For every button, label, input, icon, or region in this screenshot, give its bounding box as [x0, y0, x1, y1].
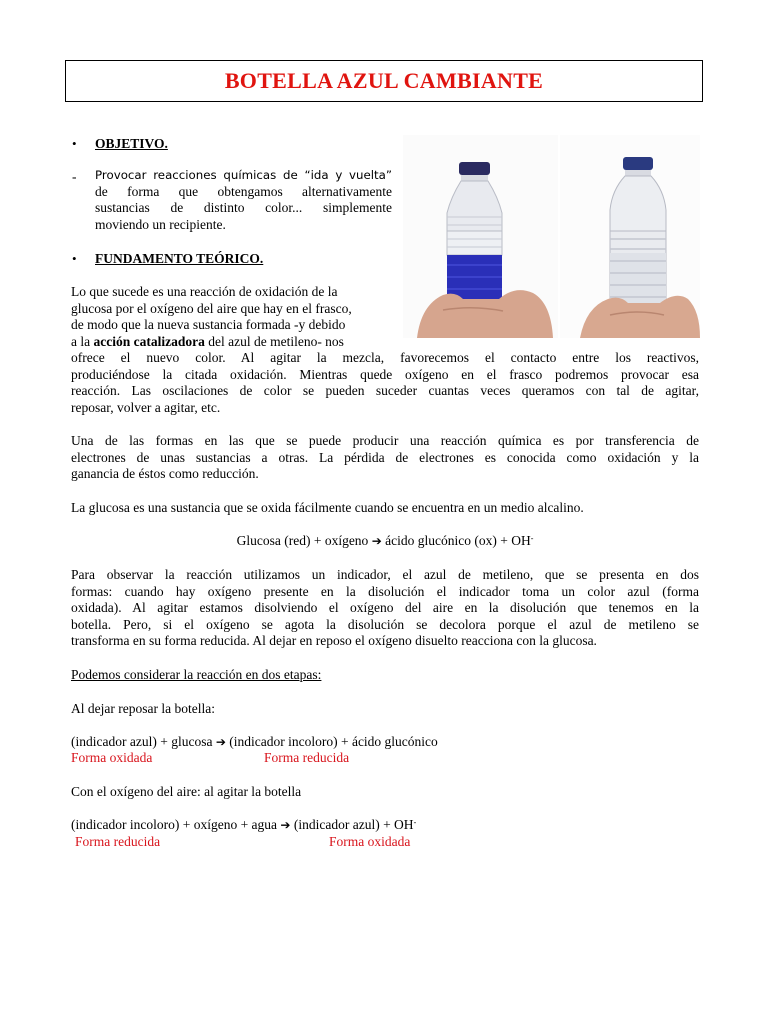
paragraph-3: La glucosa es una sustancia que se oxida fácilmente cuando se encuentra en un medio alcalino.: [71, 500, 584, 515]
photo-bottle-blue: [403, 135, 558, 338]
text-line: moviendo un recipiente.: [95, 216, 226, 232]
section-heading-fundamento: FUNDAMENTO TEÓRICO.: [95, 251, 264, 266]
equation-glucosa: [71, 533, 699, 550]
paragraph-1-wide: [71, 350, 699, 416]
label-forma-oxidada: Forma oxidada: [71, 750, 153, 765]
bullet-marker: •: [72, 251, 77, 266]
text-line: Para observar la reacción utilizamos un indicador, el azul de metileno, que se presenta en dos: [71, 567, 699, 582]
text-line: glucosa por el oxígeno del aire que hay en el frasco,: [71, 300, 352, 316]
arrow-icon: ➔: [280, 818, 291, 832]
text-line: formas: cuando hay oxígeno presente en la disolución el indicador toma un color azul (forma: [71, 583, 699, 599]
arrow-icon: ➔: [371, 534, 382, 548]
text-span: a la: [71, 333, 94, 349]
bottle-clear-illustration: [560, 135, 700, 338]
reaction-left: (indicador incoloro) + oxígeno + agua: [71, 817, 278, 832]
paragraph-1-narrow: [71, 284, 401, 350]
text-line: [71, 334, 401, 351]
text-line: Una de las formas en las que se puede producir una reacción química es por transferencia de: [71, 433, 699, 448]
etapa1-reaction: [71, 734, 438, 751]
objetivo-text: [95, 167, 392, 233]
reaction-left: (indicador azul) + glucosa: [71, 734, 213, 749]
reaction-right: (indicador azul) + OH: [293, 817, 414, 832]
text-line: reacción. Las oscilaciones de color se pueden suceder cuantas veces queramos con tal de agitar,: [71, 383, 699, 398]
label-forma-reducida: Forma reducida: [75, 834, 161, 849]
equation-right: ácido glucónico (ox) + OH: [385, 533, 531, 548]
text-line: de forma que obtengamos alternativamente: [95, 183, 392, 199]
text-line: Lo que sucede es una reacción de oxidación de la: [71, 284, 338, 299]
page-title: BOTELLA AZUL CAMBIANTE: [224, 67, 544, 93]
text-line: ofrece el nuevo color. Al agitar la mezcla, favorecemos el contacto entre los reactivos,: [71, 350, 699, 365]
equation-left: Glucosa (red) + oxígeno: [236, 533, 369, 548]
bold-term: acción catalizadora: [93, 333, 205, 349]
section-heading-objetivo: OBJETIVO.: [95, 136, 168, 151]
text-line: de modo que la nueva sustancia formada -y debido: [71, 317, 346, 332]
text-line: oxidada). Al agitar estamos disolviendo el oxígeno del aire en la disolución que tenemos en la: [71, 600, 699, 615]
title-box: [65, 60, 703, 102]
text-line: transforma en su forma reducida. Al dejar en reposo el oxígeno disuelto reacciona con la glucosa.: [71, 633, 597, 648]
etapa1-intro: Al dejar reposar la botella:: [71, 701, 215, 716]
label-forma-reducida: Forma reducida: [264, 750, 350, 765]
etapa2-reaction: [71, 817, 416, 834]
text-line: reposar, volver a agitar, etc.: [71, 399, 221, 415]
photo-bottle-clear: [560, 135, 700, 338]
text-line: ganancia de éstos como reducción.: [71, 466, 259, 481]
etapas-heading: Podemos considerar la reacción en dos etapas:: [71, 667, 322, 682]
superscript-minus: -: [530, 534, 534, 543]
text-line: produciéndose la citada oxidación. Mientras quede oxígeno en el frasco podremos provocar esa: [71, 366, 699, 382]
text-span: del azul de metileno- nos: [204, 333, 344, 349]
bottle-blue-illustration: [403, 135, 558, 338]
text-line: electrones de unas sustancias a otras. La pérdida de electrones es conocida como oxidación y la: [71, 449, 699, 465]
superscript-minus: -: [413, 818, 417, 827]
text-line: botella. Pero, si el oxígeno se agota la disolución se decolora porque el azul de metileno se: [71, 616, 699, 632]
text-line: Provocar reacciones químicas de “ida y vuelta”: [95, 168, 392, 182]
bullet-marker: •: [72, 136, 77, 151]
paragraph-2: [71, 433, 699, 483]
text-line: sustancias de distinto color... simplemente: [95, 200, 392, 215]
label-forma-oxidada: Forma oxidada: [329, 834, 411, 849]
bottle-cap: [459, 162, 490, 175]
reaction-right: (indicador incoloro) + ácido glucónico: [229, 734, 438, 749]
arrow-icon: ➔: [215, 735, 226, 749]
etapa2-intro: Con el oxígeno del aire: al agitar la botella: [71, 784, 302, 799]
dash-marker: -: [72, 169, 77, 184]
paragraph-4: [71, 567, 699, 650]
bottle-cap: [623, 157, 653, 170]
